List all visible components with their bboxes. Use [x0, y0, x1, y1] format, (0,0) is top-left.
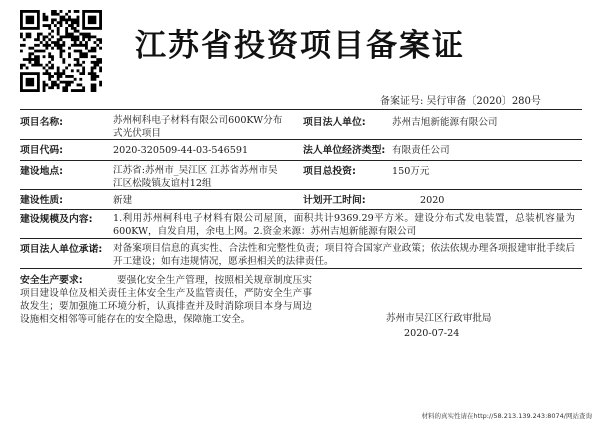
certificate-number	[380, 92, 580, 107]
divider	[20, 160, 582, 161]
certificate-title: 江苏省投资项目备案证	[135, 28, 465, 64]
econ-type-label: 法人单位经济类型:	[303, 145, 386, 156]
divider	[20, 139, 582, 140]
legal-unit-label: 项目法人单位:	[303, 117, 366, 128]
qr-code	[20, 10, 102, 92]
divider	[20, 189, 582, 190]
econ-type-value: 有限责任公司	[392, 145, 450, 156]
cert-no-value: 吴行审备〔2020〕280号	[426, 96, 541, 107]
project-name-value: 苏州柯科电子材料有限公司600KW分布式光伏项目	[113, 115, 283, 139]
commitment-value: 对备案项目信息的真实性、合法性和完整性负责；项目符合国家产业政策；依法依规办理各项报建审批手续后开工建设；如有违规情况，愿承担相关的法律责任。	[113, 243, 575, 267]
safety-label: 安全生产要求:	[20, 275, 83, 286]
project-code-label: 项目代码:	[20, 145, 64, 156]
divider	[20, 209, 582, 210]
divider	[20, 238, 582, 239]
start-year-label: 计划开工时间:	[303, 195, 366, 206]
issuer-name: 苏州市吴江区行政审批局	[386, 313, 492, 324]
safety-value: 要强化安全生产管理，按照相关规章制度压实项目建设单位及相关责任主体安全生产及监管责任，严防安全生产事故发生；要加强施工环境分析，认真排查并及时消除项目本身与周边设施相交相邻等可能存在的安全隐患，保障施工安全。	[20, 275, 312, 325]
nature-value: 新建	[113, 195, 133, 206]
scale-value: 1.利用苏州柯科电子材料有限公司屋顶，面积共计9369.29平方米。建设分布式发电装置，总装机容量为600KW，自发自用，余电上网。2.资金来源：苏州吉旭新能源有限公司	[113, 213, 575, 237]
divider	[20, 109, 582, 110]
total-investment-value: 150万元	[392, 166, 430, 177]
project-code-value: 2020-320509-44-03-546591	[113, 145, 249, 156]
legal-unit-value: 苏州吉旭新能源有限公司	[392, 117, 498, 128]
total-investment-label: 项目总投资:	[303, 166, 356, 177]
location-value: 江苏省:苏州市_吴江区 江苏省苏州市吴江区松陵镇友谊村12组	[113, 165, 278, 189]
nature-label: 建设性质:	[20, 195, 64, 206]
project-name-label: 项目名称:	[20, 117, 64, 128]
start-year-value: 2020	[420, 195, 445, 206]
commitment-label: 项目法人单位承诺:	[20, 244, 103, 255]
divider	[20, 268, 582, 269]
location-label: 建设地点:	[20, 166, 64, 177]
cert-no-label: 备案证号:	[380, 96, 424, 107]
issue-date: 2020-07-24	[404, 328, 460, 339]
verification-note: 材料的真实性请在http://58.213.139.243:8074/网站查询	[421, 412, 592, 420]
scale-label: 建设规模及内容:	[20, 214, 93, 225]
